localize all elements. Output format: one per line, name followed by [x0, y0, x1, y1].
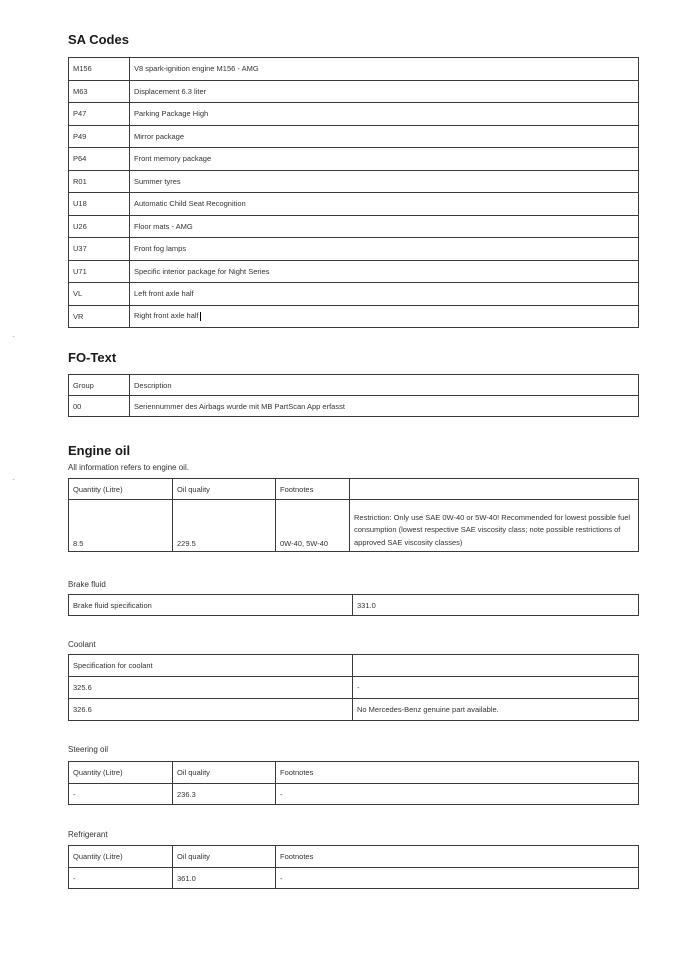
- sa-description-cell: V8 spark-ignition engine M156 - AMG: [130, 58, 639, 81]
- engine-oil-heading: Engine oil: [68, 443, 131, 458]
- table-row: [69, 58, 639, 81]
- sa-code-cell: P49: [69, 125, 130, 148]
- margin-dot: ·: [12, 332, 15, 341]
- table-row: [69, 479, 639, 500]
- header-cell: Quantity (Litre): [69, 479, 173, 500]
- steering-oil-table: [68, 761, 639, 805]
- table-cell: -: [69, 868, 173, 889]
- sa-description-cell: Specific interior package for Night Series: [130, 260, 639, 283]
- sa-code-cell: R01: [69, 170, 130, 193]
- brake-fluid-heading: Brake fluid: [68, 580, 106, 589]
- sa-code-cell: U71: [69, 260, 130, 283]
- table-row: [69, 103, 639, 126]
- table-cell: -: [276, 868, 639, 889]
- sa-description-cell: Front fog lamps: [130, 238, 639, 261]
- sa-code-cell: M63: [69, 80, 130, 103]
- table-row: [69, 260, 639, 283]
- header-cell: Specification for coolant: [69, 655, 353, 677]
- sa-codes-heading: SA Codes: [68, 32, 129, 47]
- header-cell: Oil quality: [173, 479, 276, 500]
- table-cell: No Mercedes-Benz genuine part available.: [353, 699, 639, 721]
- table-cell: 326.6: [69, 699, 353, 721]
- table-row: [69, 655, 639, 677]
- sa-code-cell: M156: [69, 58, 130, 81]
- header-cell: Quantity (Litre): [69, 846, 173, 868]
- table-cell: -: [353, 677, 639, 699]
- table-row: [69, 375, 639, 396]
- table-cell: 00: [69, 396, 130, 417]
- table-row: [69, 784, 639, 805]
- table-row: [69, 396, 639, 417]
- table-cell: 236.3: [173, 784, 276, 805]
- header-cell: Oil quality: [173, 762, 276, 784]
- header-cell: Footnotes: [276, 846, 639, 868]
- sa-code-cell: P47: [69, 103, 130, 126]
- sa-description-cell: Floor mats - AMG: [130, 215, 639, 238]
- table-cell: -: [276, 784, 639, 805]
- sa-description-cell: Parking Package High: [130, 103, 639, 126]
- table-row: [69, 500, 639, 552]
- table-row: [69, 305, 639, 328]
- table-cell: 361.0: [173, 868, 276, 889]
- fo-text-heading: FO-Text: [68, 350, 117, 365]
- coolant-table: [68, 654, 639, 721]
- sa-description-cell: Left front axle half: [130, 283, 639, 306]
- fo-text-table: [68, 374, 639, 417]
- table-row: [69, 762, 639, 784]
- sa-code-cell: VR: [69, 305, 130, 328]
- oil-quality-cell: 229.5: [173, 500, 276, 552]
- refrigerant-table: [68, 845, 639, 889]
- table-row: [69, 868, 639, 889]
- table-row: [69, 283, 639, 306]
- table-row: [69, 677, 639, 699]
- table-row: [69, 125, 639, 148]
- header-cell: Oil quality: [173, 846, 276, 868]
- sa-description-cell: Right front axle half: [130, 305, 639, 328]
- sa-code-cell: P64: [69, 148, 130, 171]
- header-cell: [353, 655, 639, 677]
- table-cell: 325.6: [69, 677, 353, 699]
- steering-oil-heading: Steering oil: [68, 745, 109, 754]
- sa-codes-table: [68, 57, 639, 328]
- table-cell: Seriennummer des Airbags wurde mit MB PartScan App erfasst: [130, 396, 639, 417]
- header-cell: Quantity (Litre): [69, 762, 173, 784]
- table-cell: -: [69, 784, 173, 805]
- table-row: [69, 699, 639, 721]
- table-row: [69, 193, 639, 216]
- table-row: [69, 170, 639, 193]
- table-row: [69, 846, 639, 868]
- sa-description-cell: Summer tyres: [130, 170, 639, 193]
- text-cursor: [200, 312, 201, 321]
- table-row: [69, 215, 639, 238]
- table-row: [69, 80, 639, 103]
- table-row: [69, 238, 639, 261]
- header-cell: Description: [130, 375, 639, 396]
- sa-description-cell: Mirror package: [130, 125, 639, 148]
- sa-code-cell: VL: [69, 283, 130, 306]
- sa-code-cell: U37: [69, 238, 130, 261]
- table-cell: 331.0: [353, 595, 639, 616]
- quantity-cell: 8.5: [69, 500, 173, 552]
- footnote-cell: Restriction: Only use SAE 0W-40 or 5W-40! Recommended for lowest possible fuel consumption (lowest respective SAE viscosity class; note possible restrictions of approved SAE viscosity classes): [350, 500, 639, 552]
- viscosity-cell: 0W-40, 5W-40: [276, 500, 350, 552]
- sa-description-cell: Displacement 6.3 liter: [130, 80, 639, 103]
- sa-description-cell: Front memory package: [130, 148, 639, 171]
- header-cell: Footnotes: [276, 762, 639, 784]
- margin-dot: ·: [12, 475, 15, 484]
- coolant-heading: Coolant: [68, 640, 96, 649]
- header-cell: [350, 479, 639, 500]
- header-cell: Footnotes: [276, 479, 350, 500]
- sa-description-cell: Automatic Child Seat Recognition: [130, 193, 639, 216]
- table-cell: Brake fluid specification: [69, 595, 353, 616]
- engine-oil-subtitle: All information refers to engine oil.: [68, 463, 189, 472]
- brake-fluid-table: [68, 594, 639, 616]
- header-cell: Group: [69, 375, 130, 396]
- sa-code-cell: U18: [69, 193, 130, 216]
- sa-code-cell: U26: [69, 215, 130, 238]
- engine-oil-table: [68, 478, 639, 552]
- table-row: [69, 595, 639, 616]
- refrigerant-heading: Refrigerant: [68, 830, 108, 839]
- table-row: [69, 148, 639, 171]
